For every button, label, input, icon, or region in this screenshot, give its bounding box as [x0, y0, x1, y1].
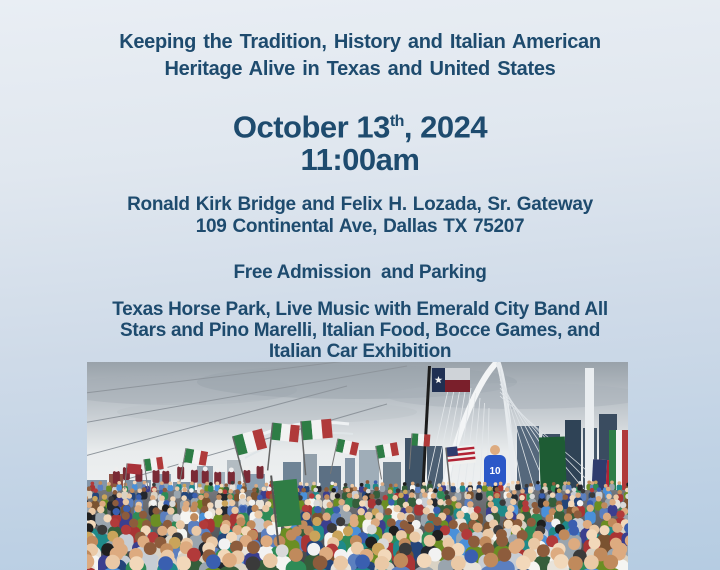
description-line1: Texas Horse Park, Live Music with Emerald City Band All [112, 299, 608, 321]
event-date-ordinal: th [389, 113, 404, 130]
admission-note: Free Admission and Parking [233, 262, 487, 284]
event-date-year: , 2024 [403, 109, 488, 145]
tagline-line2: Heritage Alive in Texas and United States [164, 58, 556, 80]
event-description [0, 299, 720, 362]
tagline-line1: Keeping the Tradition, History and Italian American [119, 31, 601, 53]
location-line1: Ronald Kirk Bridge and Felix H. Lozada, Sr. Gateway [127, 194, 593, 216]
event-tagline [0, 29, 720, 83]
event-photo [87, 362, 628, 570]
event-date-day: October 13 [232, 109, 390, 145]
texas-flag [432, 368, 470, 392]
event-date [0, 105, 720, 143]
location-line2: 109 Continental Ave, Dallas TX 75207 [195, 216, 525, 238]
event-time: 11:00am [300, 142, 420, 178]
event-datetime [0, 105, 720, 176]
description-line3: Italian Car Exhibition [268, 341, 452, 363]
event-location [0, 194, 720, 238]
jersey-number-text: 10 [489, 466, 501, 477]
description-line2: Stars and Pino Marelli, Italian Food, Bocce Games, and [119, 320, 601, 342]
